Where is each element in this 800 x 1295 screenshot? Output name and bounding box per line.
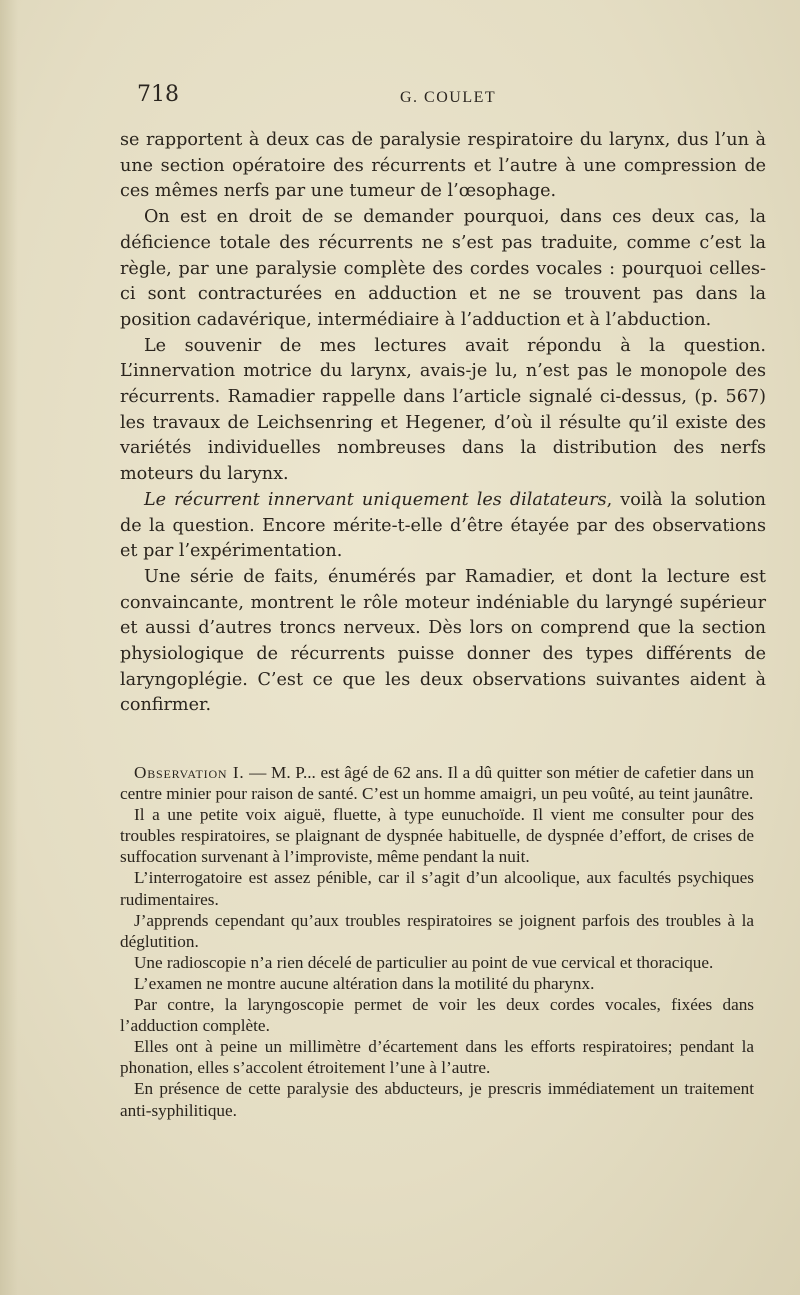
paragraph-2: On est en droit de se demander pourquoi, dans ces deux cas, la déficience totale des récurrents ne s’est pas traduite, comme c’est la règle, par une paralysie complète des cordes vocales : pourquoi celles-ci sont contracturées en adduction et ne se trouvent pas dans la position cadavérique, intermédiaire à l’adduction et à l’abduction. <box>120 207 766 330</box>
paragraph-3: Le souvenir de mes lectures avait répondu à la question. L’innervation motrice du larynx, avais-je lu, n’est pas le monopole des récurrents. Ramadier rappelle dans l’article signalé ci-dessus, (p. 567) les travaux de Leichsenring et Hegener, d’où il résulte qu’il existe des variétés individuelles nombreuses dans la distribution des nerfs moteurs du larynx. <box>120 335 766 485</box>
paragraph-4-rest: , voilà la solution de la question. Encore mérite-t-elle d’être étayée par des observations et par l’expérimentation. <box>120 489 766 562</box>
observation-paragraph-5: Une radioscopie n’a rien décelé de particulier au point de vue cervical et thoracique. <box>134 952 714 972</box>
observation-section <box>120 762 754 1121</box>
observation-paragraph-7: Par contre, la laryngoscopie permet de voir les deux cordes vocales, fixées dans l’adduction complète. <box>120 995 754 1036</box>
observation-paragraph-2: Il a une petite voix aiguë, fluette, à type eunuchoïde. Il vient me consulter pour des troubles respiratoires, se plaignant de dyspnée habituelle, de dyspnée d’effort, de crises de suffocation survenant à l’improviste, même pendant la nuit. <box>120 805 754 867</box>
page-gutter-shadow <box>0 0 18 1295</box>
page-header <box>0 82 800 112</box>
paragraph-1: se rapportent à deux cas de paralysie respiratoire du larynx, dus l’un à une section opératoire des récurrents et l’autre à une compression de ces mêmes nerfs par une tumeur de l’œsophage. <box>120 130 766 202</box>
observation-paragraph-3: L’interrogatoire est assez pénible, car il s’agit d’un alcoolique, aux facultés psychiques rudimentaires. <box>120 868 754 909</box>
main-body-text <box>120 128 766 719</box>
observation-paragraph-8: Elles ont à peine un millimètre d’écartement dans les efforts respiratoires; pendant la phonation, elles s’accolent étroitement l’une à l’autre. <box>120 1037 754 1078</box>
paragraph-4 <box>120 488 766 565</box>
observation-text-1: — M. P... est âgé de 62 ans. Il a dû quitter son métier de cafetier dans un centre minier pour raison de santé. C’est un homme amaigri, un peu voûté, au teint jaunâtre. <box>120 763 754 804</box>
page-number: 718 <box>137 82 179 107</box>
paragraph-5: Une série de faits, énumérés par Ramadier, et dont la lecture est convaincante, montrent le rôle moteur indéniable du laryngé supérieur et aussi d’autres troncs nerveux. Dès lors on comprend que la section physiologique de récurrents puisse donner des types différents de laryngoplégie. C’est ce que les deux observations suivantes aident à confirmer. <box>120 566 766 716</box>
observation-paragraph-4: J’apprends cependant qu’aux troubles respiratoires se joignent parfois des troubles à la déglutition. <box>120 910 754 951</box>
running-head-author: G. COULET <box>400 89 497 106</box>
observation-paragraph-6: L’examen ne montre aucune altération dans la motilité du pharynx. <box>134 973 595 993</box>
observation-paragraph-9: En présence de cette paralysie des abducteurs, je prescris immédiatement un traitement anti-syphilitique. <box>120 1079 754 1120</box>
observation-paragraph-1 <box>120 762 754 804</box>
italic-phrase: Le récurrent innervant uniquement les dilatateurs <box>144 489 607 510</box>
observation-label: Observation I. <box>134 763 245 782</box>
